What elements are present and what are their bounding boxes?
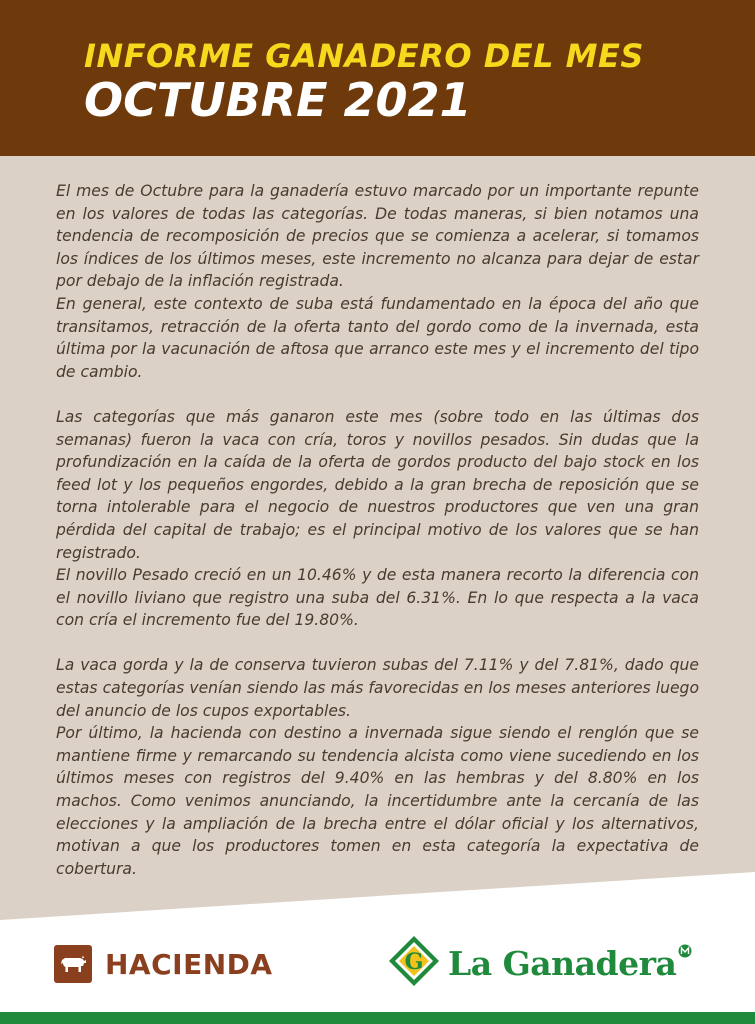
hacienda-section-label [54,945,273,983]
brand-name: La Ganadera [448,943,677,983]
paragraph: Las categorías que más ganaron este mes (sobre todo en las últimas dos semanas) fueron la vaca con cría, toros y novillos pesados. Sin dudas que la profundización en la caída de la oferta de gordos producto del bajo stock en los feed lot y los pequeños engordes, debido a la gran brecha de reposición que se torna intolerable para el negocio de nuestros productores que ven una gran pérdida del capital de trabajo; es el principal motivo de los valores que se han registrado. [56,407,699,562]
paragraph: El novillo Pesado creció en un 10.46% y de esta manera recorto la diferencia con el novillo liviano que registro una suba del 6.31%. En lo que respecta a la vaca con cría el incremento fue del 19.80%. [56,566,699,630]
report-body [56,180,699,880]
brand-logo [388,935,692,991]
paragraph: Por último, la hacienda con destino a invernada sigue siendo el renglón que se mantiene firme y remarcando su tendencia alcista como viene sucediendo en los últimos meses con registros del 9.40% en las hembras y del 8.80% en los machos. Como venimos anunciando, la incertidumbre ante la cercanía de las elecciones y la ampliación de la brecha entre el dólar oficial y los alternativos, motivan a que los productores tomen en esta categoría la expectativa de cobertura. [56,724,699,878]
brand-emblem-icon [678,943,692,962]
cow-icon [54,945,92,983]
paragraph: El mes de Octubre para la ganadería estuvo marcado por un importante repunte en los valores de todas las categorías. De todas maneras, si bien notamos una tendencia de recomposición de precios que se comienza a acelerar, si tomamos los índices de los últimos meses, este incremento no alcanza para dejar de estar por debajo de la inflación registrada. [56,182,699,291]
paragraph: En general, este contexto de suba está fundamentado en la época del año que transitamos, retracción de la oferta tanto del gordo como de la invernada, esta última por la vacunación de aftosa que arranco este mes y el incremento del tipo de cambio. [56,294,699,381]
paragraph: La vaca gorda y la de conserva tuvieron subas del 7.11% y del 7.81%, dado que estas categorías venían siendo las más favorecidas en los meses anteriores luego del anuncio de los cupos exportables. [56,656,699,720]
bottom-bar [0,1012,755,1024]
report-title: OCTUBRE 2021 [84,73,472,127]
header-banner [0,0,755,156]
report-subtitle: INFORME GANADERO DEL MES [84,37,644,75]
la-ganadera-logo-icon [388,935,440,991]
hacienda-label: HACIENDA [105,947,273,981]
svg-text:G: G [404,949,424,975]
